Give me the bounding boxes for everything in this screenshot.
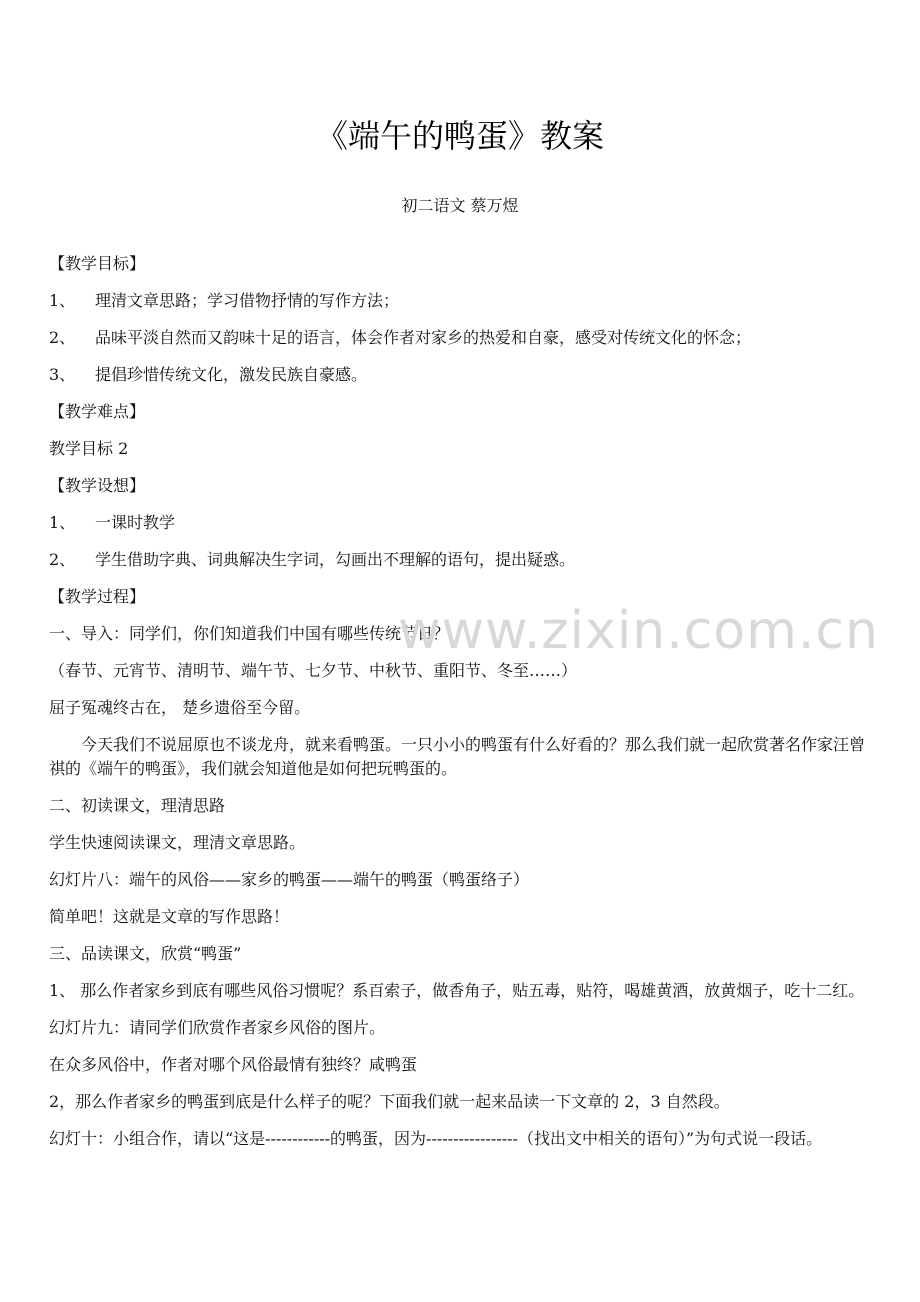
text-line: 二、初读课文，理清思路 xyxy=(49,796,226,815)
text-line: 学生快速阅读课文，理清文章思路。 xyxy=(49,833,306,852)
section-heading: 【教学难点】 xyxy=(49,402,146,421)
item-text: 一课时教学 xyxy=(95,513,176,532)
text-line: 幻灯片九：请同学们欣赏作者家乡风俗的图片。 xyxy=(49,1018,386,1037)
item-text: 学生借助字典、词典解决生字词，勾画出不理解的语句，提出疑惑。 xyxy=(95,550,576,569)
item-number: 1、 xyxy=(49,513,76,532)
item-number: 2、 xyxy=(49,328,76,347)
text-line: 在众多风俗中，作者对哪个风俗最情有独终？咸鸭蛋 xyxy=(49,1055,418,1074)
text-line: 三、品读课文，欣赏“鸭蛋” xyxy=(49,944,242,963)
text-line: 教学目标 2 xyxy=(49,439,129,458)
text-line: 一、导入：同学们，你们知道我们中国有哪些传统节日？ xyxy=(49,624,450,643)
numbered-item xyxy=(49,548,875,572)
section-heading: 【教学设想】 xyxy=(49,476,146,495)
item-text: 理清文章思路；学习借物抒情的写作方法； xyxy=(95,291,400,310)
section-heading: 【教学目标】 xyxy=(49,254,146,273)
item-number: 3、 xyxy=(49,365,76,384)
numbered-item xyxy=(49,326,875,350)
text-line: 屈子冤魂终古在， 楚乡遗俗至今留。 xyxy=(49,698,311,717)
text-line: 2，那么作者家乡的鸭蛋到底是什么样子的呢？下面我们就一起来品读一下文章的 2，3 自然段。 xyxy=(49,1092,730,1111)
item-text: 品味平淡自然而又韵味十足的语言，体会作者对家乡的热爱和自豪，感受对传统文化的怀念； xyxy=(95,328,752,347)
item-number: 1、 xyxy=(49,291,76,310)
item-number: 2、 xyxy=(49,550,76,569)
numbered-item xyxy=(49,289,875,313)
document-title: 《端午的鸭蛋》教案 xyxy=(315,117,604,155)
watermark: www.zixin.com.cn xyxy=(398,601,879,661)
text-line: 幻灯片八：端午的风俗——家乡的鸭蛋——端午的鸭蛋（鸭蛋络子） xyxy=(49,870,530,889)
paragraph: 1、 那么作者家乡到底有哪些风俗习惯呢？系百索子，做香角子，贴五毒，贴符，喝雄黄酒，放黄烟子，吃十二红。 xyxy=(49,981,865,1000)
paragraph: 幻灯十：小组合作，请以“这是------------的鸭蛋，因为-----------------（找出文中相关的语句）”为句式说一段话。 xyxy=(49,1129,823,1148)
document-subtitle: 初二语文 蔡万煜 xyxy=(401,196,519,215)
paragraph: 今天我们不说屈原也不谈龙舟，就来看鸭蛋。一只小小的鸭蛋有什么好看的？那么我们就一起欣赏著名作家汪曾祺的《端午的鸭蛋》，我们就会知道他是如何把玩鸭蛋的。 xyxy=(49,735,866,778)
numbered-item xyxy=(49,511,875,535)
text-line: 简单吧！这就是文章的写作思路！ xyxy=(49,907,290,926)
numbered-item xyxy=(49,363,875,387)
text-line: （春节、元宵节、清明节、端午节、七夕节、中秋节、重阳节、冬至……） xyxy=(49,661,578,680)
item-text: 提倡珍惜传统文化，激发民族自豪感。 xyxy=(95,365,368,384)
document-body xyxy=(49,252,875,1164)
section-heading: 【教学过程】 xyxy=(49,587,146,606)
